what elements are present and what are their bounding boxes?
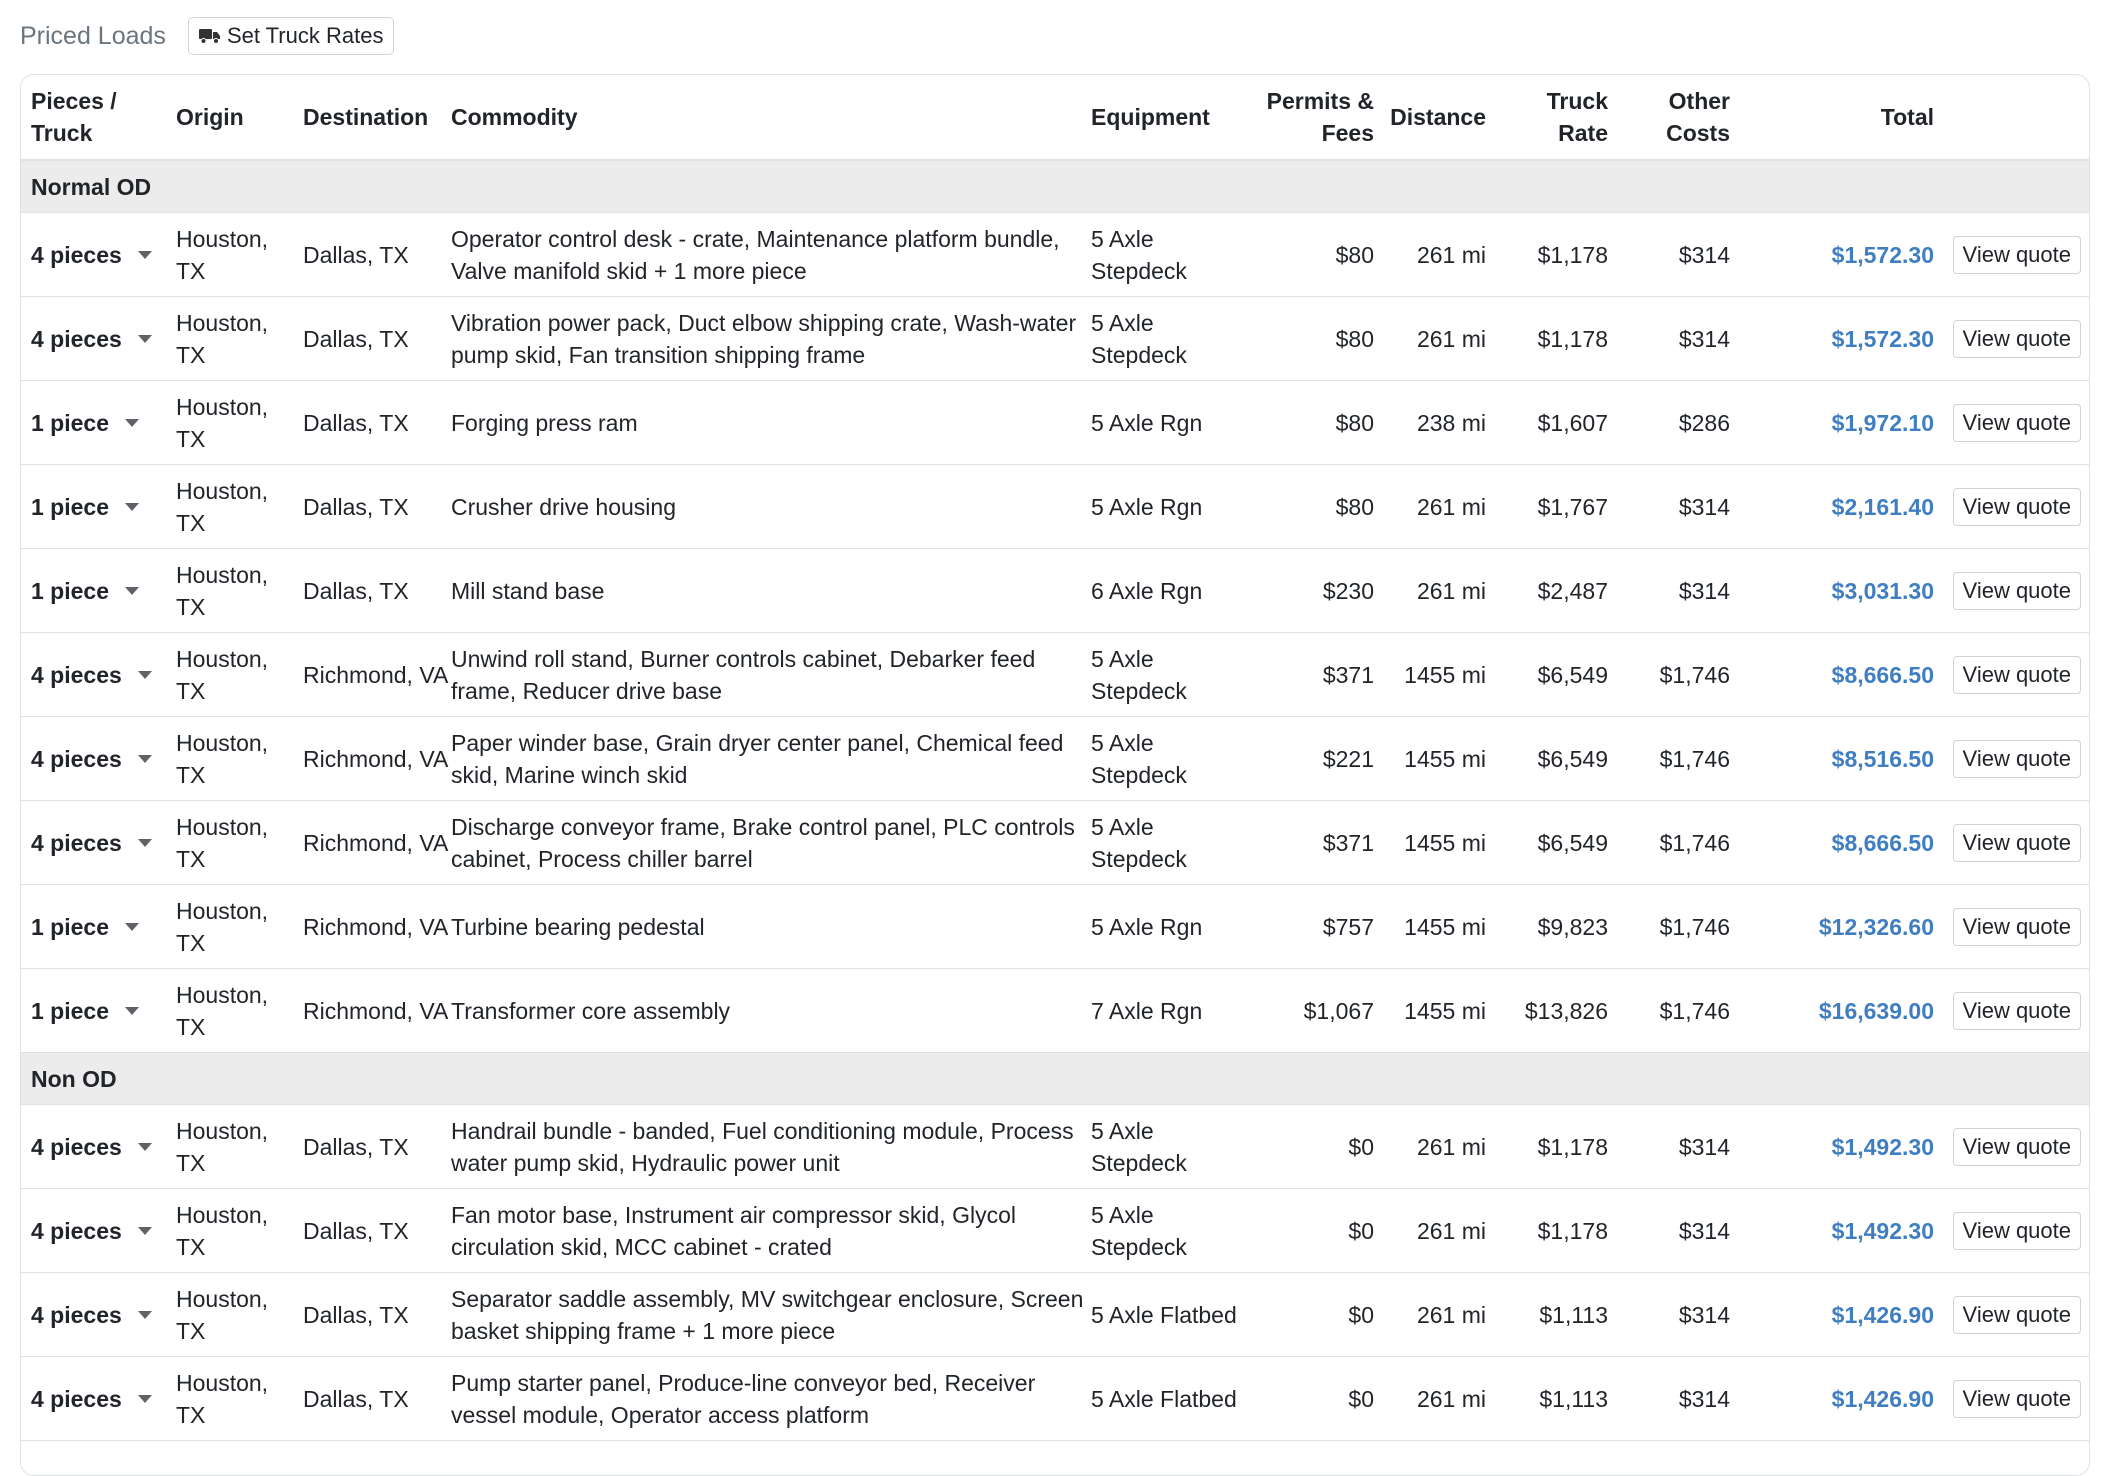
pieces-cell <box>21 717 176 801</box>
permits-cell: $371 <box>1251 633 1374 717</box>
total-cell: $8,666.50 <box>1730 801 1934 885</box>
pieces-dropdown[interactable] <box>31 1215 176 1247</box>
other-costs-cell: $314 <box>1608 297 1730 381</box>
action-cell <box>1934 633 2089 717</box>
group-row <box>21 1053 2089 1105</box>
view-quote-button[interactable]: View quote <box>1953 1296 2081 1334</box>
pieces-dropdown[interactable] <box>31 1383 176 1415</box>
permits-cell: $371 <box>1251 801 1374 885</box>
view-quote-button[interactable]: View quote <box>1953 740 2081 778</box>
other-costs-cell: $314 <box>1608 213 1730 297</box>
pieces-label: 1 piece <box>31 997 109 1024</box>
col-total[interactable]: Total <box>1730 75 1934 160</box>
caret-down-icon[interactable] <box>138 1311 152 1319</box>
page-header <box>20 16 394 56</box>
other-costs-cell: $1,746 <box>1608 717 1730 801</box>
col-pieces[interactable]: Pieces / Truck <box>21 75 176 160</box>
caret-down-icon[interactable] <box>138 251 152 259</box>
pieces-label: 4 pieces <box>31 1385 122 1412</box>
total-cell: $1,572.30 <box>1730 297 1934 381</box>
commodity-cell: Turbine bearing pedestal <box>451 885 1091 969</box>
caret-down-icon[interactable] <box>125 419 139 427</box>
equipment-cell: 7 Axle Rgn <box>1091 969 1251 1053</box>
pieces-dropdown[interactable] <box>31 659 176 691</box>
pieces-cell <box>21 213 176 297</box>
action-cell <box>1934 1357 2089 1441</box>
distance-cell: 261 mi <box>1374 1189 1486 1273</box>
table-header-row <box>21 75 2089 160</box>
pieces-label: 4 pieces <box>31 325 122 352</box>
pieces-label: 4 pieces <box>31 1217 122 1244</box>
pieces-dropdown[interactable] <box>31 995 176 1027</box>
destination-cell: Richmond, VA <box>303 801 451 885</box>
caret-down-icon[interactable] <box>138 1395 152 1403</box>
col-truck-rate[interactable]: Truck Rate <box>1486 75 1608 160</box>
col-commodity[interactable]: Commodity <box>451 75 1091 160</box>
equipment-cell: 5 Axle Flatbed <box>1091 1357 1251 1441</box>
distance-cell: 1455 mi <box>1374 717 1486 801</box>
pieces-label: 4 pieces <box>31 661 122 688</box>
caret-down-icon[interactable] <box>138 839 152 847</box>
origin-cell: Houston, TX <box>176 1273 303 1357</box>
pieces-dropdown[interactable] <box>31 911 176 943</box>
distance-cell: 261 mi <box>1374 549 1486 633</box>
table-row <box>21 633 2089 717</box>
table-row <box>21 297 2089 381</box>
equipment-cell: 5 Axle Flatbed <box>1091 1273 1251 1357</box>
distance-cell: 261 mi <box>1374 1105 1486 1189</box>
action-cell <box>1934 213 2089 297</box>
destination-cell: Dallas, TX <box>303 1105 451 1189</box>
caret-down-icon[interactable] <box>138 671 152 679</box>
commodity-cell: Pump starter panel, Produce-line conveyor bed, Receiver vessel module, Operator access platform <box>451 1357 1091 1441</box>
destination-cell: Richmond, VA <box>303 885 451 969</box>
pieces-cell <box>21 1357 176 1441</box>
total-cell: $2,161.40 <box>1730 465 1934 549</box>
pieces-label: 1 piece <box>31 577 109 604</box>
col-other-costs[interactable]: Other Costs <box>1608 75 1730 160</box>
permits-cell: $0 <box>1251 1273 1374 1357</box>
origin-cell: Houston, TX <box>176 717 303 801</box>
truck-rate-cell: $1,607 <box>1486 381 1608 465</box>
other-costs-cell: $314 <box>1608 1357 1730 1441</box>
action-cell <box>1934 969 2089 1053</box>
set-truck-rates-button[interactable] <box>188 17 395 55</box>
col-destination[interactable]: Destination <box>303 75 451 160</box>
table-row <box>21 213 2089 297</box>
truck-rate-cell: $9,823 <box>1486 885 1608 969</box>
total-cell: $8,516.50 <box>1730 717 1934 801</box>
truck-rate-cell: $1,113 <box>1486 1357 1608 1441</box>
col-distance[interactable]: Distance <box>1374 75 1486 160</box>
table-row <box>21 969 2089 1053</box>
distance-cell: 1455 mi <box>1374 885 1486 969</box>
view-quote-button[interactable]: View quote <box>1953 1212 2081 1250</box>
distance-cell: 261 mi <box>1374 465 1486 549</box>
destination-cell: Dallas, TX <box>303 1189 451 1273</box>
action-cell <box>1934 885 2089 969</box>
total-cell: $12,326.60 <box>1730 885 1934 969</box>
view-quote-button[interactable]: View quote <box>1953 236 2081 274</box>
other-costs-cell: $314 <box>1608 549 1730 633</box>
table-row <box>21 1357 2089 1441</box>
total-cell: $3,031.30 <box>1730 549 1934 633</box>
total-cell: $16,639.00 <box>1730 969 1934 1053</box>
other-costs-cell: $1,746 <box>1608 801 1730 885</box>
destination-cell: Dallas, TX <box>303 549 451 633</box>
truck-rate-cell: $1,767 <box>1486 465 1608 549</box>
destination-cell: Richmond, VA <box>303 633 451 717</box>
origin-cell: Houston, TX <box>176 801 303 885</box>
priced-loads-table <box>21 75 2089 1441</box>
table-row <box>21 885 2089 969</box>
caret-down-icon[interactable] <box>138 1143 152 1151</box>
action-cell <box>1934 1189 2089 1273</box>
pieces-cell <box>21 1273 176 1357</box>
pieces-dropdown[interactable] <box>31 407 176 439</box>
permits-cell: $0 <box>1251 1105 1374 1189</box>
pieces-label: 1 piece <box>31 913 109 940</box>
view-quote-button[interactable]: View quote <box>1953 992 2081 1030</box>
caret-down-icon[interactable] <box>125 503 139 511</box>
action-cell <box>1934 297 2089 381</box>
view-quote-button[interactable]: View quote <box>1953 1380 2081 1418</box>
other-costs-cell: $314 <box>1608 465 1730 549</box>
view-quote-button[interactable]: View quote <box>1953 908 2081 946</box>
origin-cell: Houston, TX <box>176 1357 303 1441</box>
truck-rate-cell: $1,178 <box>1486 213 1608 297</box>
commodity-cell: Crusher drive housing <box>451 465 1091 549</box>
total-cell: $1,426.90 <box>1730 1273 1934 1357</box>
commodity-cell: Mill stand base <box>451 549 1091 633</box>
pieces-cell <box>21 297 176 381</box>
action-cell <box>1934 549 2089 633</box>
action-cell <box>1934 717 2089 801</box>
table-row <box>21 1189 2089 1273</box>
distance-cell: 238 mi <box>1374 381 1486 465</box>
distance-cell: 1455 mi <box>1374 801 1486 885</box>
truck-rate-cell: $6,549 <box>1486 633 1608 717</box>
origin-cell: Houston, TX <box>176 969 303 1053</box>
origin-cell: Houston, TX <box>176 297 303 381</box>
view-quote-button[interactable]: View quote <box>1953 404 2081 442</box>
total-cell: $8,666.50 <box>1730 633 1934 717</box>
distance-cell: 261 mi <box>1374 297 1486 381</box>
pieces-label: 4 pieces <box>31 1133 122 1160</box>
equipment-cell: 5 Axle Rgn <box>1091 465 1251 549</box>
destination-cell: Dallas, TX <box>303 1357 451 1441</box>
permits-cell: $80 <box>1251 213 1374 297</box>
permits-cell: $1,067 <box>1251 969 1374 1053</box>
view-quote-button[interactable]: View quote <box>1953 488 2081 526</box>
view-quote-button[interactable]: View quote <box>1953 1128 2081 1166</box>
table-row <box>21 801 2089 885</box>
view-quote-button[interactable]: View quote <box>1953 824 2081 862</box>
group-row <box>21 160 2089 213</box>
other-costs-cell: $314 <box>1608 1189 1730 1273</box>
equipment-cell: 5 Axle Stepdeck <box>1091 801 1251 885</box>
origin-cell: Houston, TX <box>176 213 303 297</box>
commodity-cell: Operator control desk - crate, Maintenance platform bundle, Valve manifold skid + 1 more piece <box>451 213 1091 297</box>
action-cell <box>1934 465 2089 549</box>
other-costs-cell: $286 <box>1608 381 1730 465</box>
permits-cell: $80 <box>1251 465 1374 549</box>
origin-cell: Houston, TX <box>176 633 303 717</box>
other-costs-cell: $314 <box>1608 1273 1730 1357</box>
table-row <box>21 1105 2089 1189</box>
priced-loads-card <box>20 74 2090 1476</box>
truck-rate-cell: $1,113 <box>1486 1273 1608 1357</box>
caret-down-icon[interactable] <box>125 587 139 595</box>
equipment-cell: 5 Axle Rgn <box>1091 885 1251 969</box>
action-cell <box>1934 801 2089 885</box>
commodity-cell: Paper winder base, Grain dryer center panel, Chemical feed skid, Marine winch skid <box>451 717 1091 801</box>
equipment-cell: 5 Axle Stepdeck <box>1091 1189 1251 1273</box>
equipment-cell: 5 Axle Stepdeck <box>1091 633 1251 717</box>
total-cell: $1,426.90 <box>1730 1357 1934 1441</box>
truck-rate-cell: $13,826 <box>1486 969 1608 1053</box>
set-truck-rates-label: Set Truck Rates <box>226 23 384 48</box>
other-costs-cell: $1,746 <box>1608 969 1730 1053</box>
commodity-cell: Transformer core assembly <box>451 969 1091 1053</box>
equipment-cell: 5 Axle Rgn <box>1091 381 1251 465</box>
permits-cell: $0 <box>1251 1189 1374 1273</box>
origin-cell: Houston, TX <box>176 465 303 549</box>
pieces-cell <box>21 465 176 549</box>
pieces-cell <box>21 1189 176 1273</box>
caret-down-icon[interactable] <box>138 335 152 343</box>
col-action <box>1934 75 2089 160</box>
caret-down-icon[interactable] <box>125 1007 139 1015</box>
action-cell <box>1934 381 2089 465</box>
total-cell: $1,972.10 <box>1730 381 1934 465</box>
destination-cell: Dallas, TX <box>303 1273 451 1357</box>
pieces-label: 4 pieces <box>31 241 122 268</box>
caret-down-icon[interactable] <box>125 923 139 931</box>
pieces-label: 4 pieces <box>31 829 122 856</box>
action-cell <box>1934 1105 2089 1189</box>
other-costs-cell: $1,746 <box>1608 885 1730 969</box>
caret-down-icon[interactable] <box>138 755 152 763</box>
group-label: Non OD <box>21 1053 2089 1105</box>
permits-cell: $230 <box>1251 549 1374 633</box>
destination-cell: Dallas, TX <box>303 213 451 297</box>
pieces-dropdown[interactable] <box>31 491 176 523</box>
truck-rate-cell: $6,549 <box>1486 717 1608 801</box>
origin-cell: Houston, TX <box>176 1189 303 1273</box>
distance-cell: 261 mi <box>1374 1357 1486 1441</box>
permits-cell: $221 <box>1251 717 1374 801</box>
equipment-cell: 5 Axle Stepdeck <box>1091 717 1251 801</box>
view-quote-button[interactable]: View quote <box>1953 572 2081 610</box>
total-cell: $1,492.30 <box>1730 1105 1934 1189</box>
commodity-cell: Handrail bundle - banded, Fuel conditioning module, Process water pump skid, Hydraulic power unit <box>451 1105 1091 1189</box>
permits-cell: $0 <box>1251 1357 1374 1441</box>
pieces-label: 4 pieces <box>31 1301 122 1328</box>
truck-icon <box>199 28 221 44</box>
caret-down-icon[interactable] <box>138 1227 152 1235</box>
pieces-dropdown[interactable] <box>31 1299 176 1331</box>
pieces-dropdown[interactable] <box>31 575 176 607</box>
destination-cell: Dallas, TX <box>303 465 451 549</box>
col-equipment[interactable]: Equipment <box>1091 75 1251 160</box>
permits-cell: $80 <box>1251 297 1374 381</box>
table-row <box>21 549 2089 633</box>
table-row <box>21 717 2089 801</box>
equipment-cell: 6 Axle Rgn <box>1091 549 1251 633</box>
destination-cell: Dallas, TX <box>303 381 451 465</box>
table-row <box>21 381 2089 465</box>
origin-cell: Houston, TX <box>176 381 303 465</box>
equipment-cell: 5 Axle Stepdeck <box>1091 1105 1251 1189</box>
total-cell: $1,572.30 <box>1730 213 1934 297</box>
pieces-label: 1 piece <box>31 493 109 520</box>
pieces-dropdown[interactable] <box>31 239 176 271</box>
distance-cell: 261 mi <box>1374 1273 1486 1357</box>
action-cell <box>1934 1273 2089 1357</box>
truck-rate-cell: $2,487 <box>1486 549 1608 633</box>
other-costs-cell: $314 <box>1608 1105 1730 1189</box>
equipment-cell: 5 Axle Stepdeck <box>1091 213 1251 297</box>
pieces-cell <box>21 969 176 1053</box>
pieces-dropdown[interactable] <box>31 323 176 355</box>
pieces-cell <box>21 549 176 633</box>
commodity-cell: Discharge conveyor frame, Brake control panel, PLC controls cabinet, Process chiller barrel <box>451 801 1091 885</box>
pieces-dropdown[interactable] <box>31 743 176 775</box>
pieces-cell <box>21 633 176 717</box>
distance-cell: 261 mi <box>1374 213 1486 297</box>
equipment-cell: 5 Axle Stepdeck <box>1091 297 1251 381</box>
permits-cell: $80 <box>1251 381 1374 465</box>
commodity-cell: Fan motor base, Instrument air compressor skid, Glycol circulation skid, MCC cabinet - crated <box>451 1189 1091 1273</box>
destination-cell: Dallas, TX <box>303 297 451 381</box>
distance-cell: 1455 mi <box>1374 969 1486 1053</box>
commodity-cell: Unwind roll stand, Burner controls cabinet, Debarker feed frame, Reducer drive base <box>451 633 1091 717</box>
table-row <box>21 1273 2089 1357</box>
origin-cell: Houston, TX <box>176 549 303 633</box>
total-cell: $1,492.30 <box>1730 1189 1934 1273</box>
commodity-cell: Forging press ram <box>451 381 1091 465</box>
origin-cell: Houston, TX <box>176 1105 303 1189</box>
pieces-label: 1 piece <box>31 409 109 436</box>
table-row <box>21 465 2089 549</box>
distance-cell: 1455 mi <box>1374 633 1486 717</box>
pieces-cell <box>21 885 176 969</box>
truck-rate-cell: $1,178 <box>1486 1189 1608 1273</box>
truck-rate-cell: $1,178 <box>1486 1105 1608 1189</box>
permits-cell: $757 <box>1251 885 1374 969</box>
pieces-dropdown[interactable] <box>31 827 176 859</box>
col-origin[interactable]: Origin <box>176 75 303 160</box>
destination-cell: Richmond, VA <box>303 717 451 801</box>
commodity-cell: Vibration power pack, Duct elbow shipping crate, Wash-water pump skid, Fan transition shipping frame <box>451 297 1091 381</box>
truck-rate-cell: $1,178 <box>1486 297 1608 381</box>
table-body <box>21 160 2089 1441</box>
truck-rate-cell: $6,549 <box>1486 801 1608 885</box>
view-quote-button[interactable]: View quote <box>1953 320 2081 358</box>
origin-cell: Houston, TX <box>176 885 303 969</box>
commodity-cell: Separator saddle assembly, MV switchgear enclosure, Screen basket shipping frame + 1 more piece <box>451 1273 1091 1357</box>
pieces-cell <box>21 801 176 885</box>
col-permits[interactable]: Permits & Fees <box>1251 75 1374 160</box>
pieces-dropdown[interactable] <box>31 1131 176 1163</box>
destination-cell: Richmond, VA <box>303 969 451 1053</box>
page-title: Priced Loads <box>20 21 166 50</box>
view-quote-button[interactable]: View quote <box>1953 656 2081 694</box>
pieces-label: 4 pieces <box>31 745 122 772</box>
pieces-cell <box>21 381 176 465</box>
other-costs-cell: $1,746 <box>1608 633 1730 717</box>
pieces-cell <box>21 1105 176 1189</box>
group-label: Normal OD <box>21 160 2089 213</box>
